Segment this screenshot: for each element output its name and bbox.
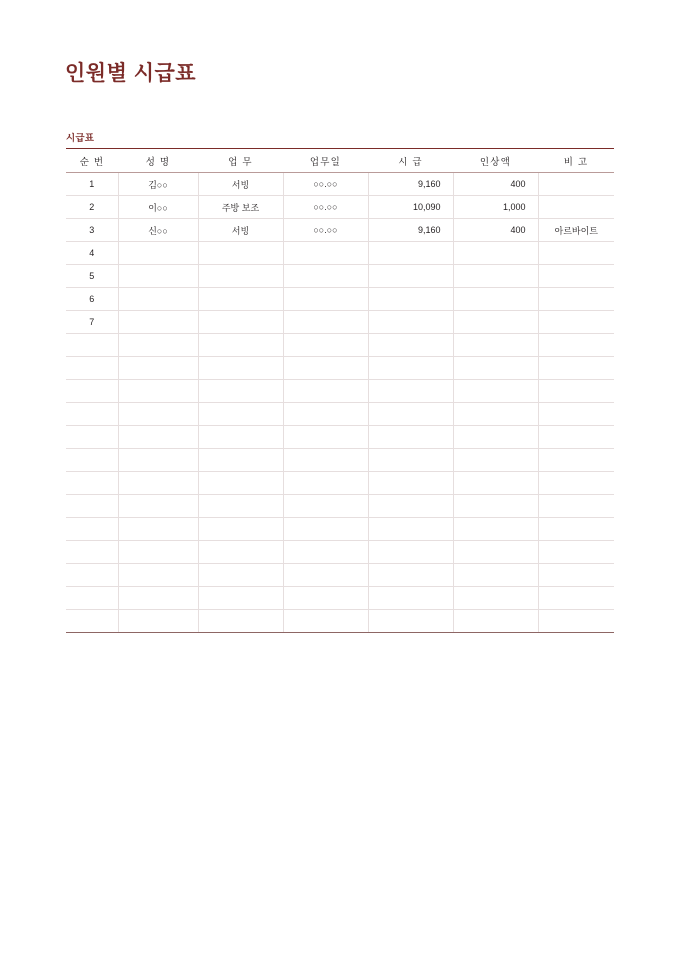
cell-name[interactable] [118,449,198,472]
column-header-note: 비 고 [538,149,614,173]
table-row[interactable] [66,196,614,219]
cell-no[interactable]: 3 [66,219,118,242]
cell-name[interactable] [118,403,198,426]
cell-task[interactable] [198,242,283,265]
table-body [66,173,614,633]
cell-workday[interactable]: ○○.○○ [283,219,368,242]
cell-wage[interactable] [368,541,453,564]
table-row[interactable] [66,219,614,242]
cell-no[interactable] [66,403,118,426]
cell-wage[interactable] [368,518,453,541]
column-header-workday: 업무일 [283,149,368,173]
cell-workday[interactable] [283,265,368,288]
cell-no[interactable] [66,334,118,357]
cell-workday[interactable] [283,334,368,357]
cell-wage[interactable] [368,357,453,380]
cell-note[interactable] [538,541,614,564]
cell-task[interactable] [198,426,283,449]
cell-increase[interactable] [453,587,538,610]
cell-wage[interactable] [368,564,453,587]
cell-workday[interactable] [283,242,368,265]
cell-task[interactable] [198,495,283,518]
cell-task[interactable] [198,403,283,426]
cell-note[interactable] [538,265,614,288]
cell-no[interactable] [66,587,118,610]
table-header [66,149,614,173]
wage-table [66,148,614,633]
column-header-increase: 인상액 [453,149,538,173]
cell-increase[interactable] [453,288,538,311]
cell-name[interactable] [118,242,198,265]
table-row[interactable] [66,541,614,564]
cell-note[interactable] [538,518,614,541]
cell-name[interactable]: 신○○ [118,219,198,242]
cell-note[interactable] [538,288,614,311]
cell-task[interactable] [198,518,283,541]
cell-no[interactable]: 5 [66,265,118,288]
cell-note[interactable] [538,564,614,587]
table-row[interactable] [66,311,614,334]
cell-note[interactable]: 아르바이트 [538,219,614,242]
cell-wage[interactable] [368,587,453,610]
cell-note[interactable] [538,426,614,449]
cell-name[interactable] [118,495,198,518]
cell-increase[interactable] [453,541,538,564]
cell-name[interactable] [118,426,198,449]
cell-workday[interactable] [283,587,368,610]
cell-wage[interactable] [368,449,453,472]
table-row[interactable] [66,403,614,426]
cell-increase[interactable] [453,242,538,265]
cell-name[interactable] [118,311,198,334]
cell-no[interactable]: 7 [66,311,118,334]
cell-increase[interactable] [453,403,538,426]
cell-name[interactable] [118,472,198,495]
cell-increase[interactable] [453,495,538,518]
table-header-row [66,149,614,173]
cell-increase[interactable] [453,518,538,541]
cell-name[interactable] [118,518,198,541]
cell-increase[interactable] [453,357,538,380]
table-row[interactable] [66,242,614,265]
cell-task[interactable]: 서빙 [198,219,283,242]
cell-task[interactable] [198,311,283,334]
cell-task[interactable] [198,541,283,564]
table-row[interactable] [66,610,614,633]
cell-note[interactable] [538,495,614,518]
cell-workday[interactable] [283,610,368,633]
cell-note[interactable] [538,334,614,357]
column-header-task: 업 무 [198,149,283,173]
table-row[interactable] [66,472,614,495]
cell-no[interactable] [66,518,118,541]
cell-note[interactable] [538,173,614,196]
cell-increase[interactable] [453,265,538,288]
cell-no[interactable]: 2 [66,196,118,219]
cell-name[interactable] [118,587,198,610]
table-row[interactable] [66,449,614,472]
cell-note[interactable] [538,449,614,472]
cell-workday[interactable] [283,426,368,449]
cell-wage[interactable] [368,380,453,403]
cell-increase[interactable] [453,564,538,587]
column-header-name: 성 명 [118,149,198,173]
cell-name[interactable] [118,610,198,633]
cell-task[interactable]: 서빙 [198,173,283,196]
cell-task[interactable] [198,610,283,633]
cell-increase[interactable] [453,472,538,495]
cell-increase[interactable] [453,449,538,472]
table-row[interactable] [66,265,614,288]
cell-task[interactable] [198,334,283,357]
cell-workday[interactable] [283,449,368,472]
cell-increase[interactable]: 1,000 [453,196,538,219]
cell-increase[interactable]: 400 [453,219,538,242]
cell-increase[interactable] [453,334,538,357]
cell-workday[interactable] [283,518,368,541]
cell-note[interactable] [538,380,614,403]
cell-note[interactable] [538,196,614,219]
table-row[interactable] [66,380,614,403]
cell-no[interactable]: 1 [66,173,118,196]
cell-wage[interactable] [368,288,453,311]
cell-note[interactable] [538,403,614,426]
table-row[interactable] [66,518,614,541]
cell-workday[interactable] [283,564,368,587]
cell-note[interactable] [538,242,614,265]
cell-task[interactable] [198,380,283,403]
cell-workday[interactable] [283,380,368,403]
cell-note[interactable] [538,472,614,495]
cell-note[interactable] [538,587,614,610]
cell-workday[interactable] [283,311,368,334]
cell-wage[interactable]: 10,090 [368,196,453,219]
cell-task[interactable] [198,587,283,610]
cell-task[interactable] [198,472,283,495]
cell-task[interactable] [198,288,283,311]
cell-wage[interactable] [368,403,453,426]
cell-wage[interactable]: 9,160 [368,219,453,242]
cell-no[interactable]: 6 [66,288,118,311]
cell-workday[interactable] [283,288,368,311]
cell-workday[interactable]: ○○.○○ [283,196,368,219]
cell-no[interactable] [66,564,118,587]
cell-name[interactable] [118,357,198,380]
cell-increase[interactable]: 400 [453,173,538,196]
cell-wage[interactable] [368,242,453,265]
cell-no[interactable] [66,426,118,449]
column-header-no: 순 번 [66,149,118,173]
column-header-wage: 시 급 [368,149,453,173]
cell-name[interactable] [118,541,198,564]
cell-wage[interactable] [368,495,453,518]
cell-wage[interactable] [368,426,453,449]
cell-workday[interactable] [283,541,368,564]
cell-note[interactable] [538,311,614,334]
table-row[interactable] [66,173,614,196]
cell-wage[interactable] [368,610,453,633]
cell-increase[interactable] [453,311,538,334]
table-row[interactable] [66,564,614,587]
table-row[interactable] [66,495,614,518]
cell-no[interactable]: 4 [66,242,118,265]
cell-task[interactable] [198,265,283,288]
cell-no[interactable] [66,472,118,495]
cell-task[interactable] [198,357,283,380]
cell-no[interactable] [66,380,118,403]
cell-workday[interactable] [283,403,368,426]
cell-wage[interactable]: 9,160 [368,173,453,196]
table-row[interactable] [66,357,614,380]
cell-wage[interactable] [368,334,453,357]
table-row[interactable] [66,334,614,357]
cell-wage[interactable] [368,472,453,495]
cell-no[interactable] [66,610,118,633]
cell-workday[interactable] [283,357,368,380]
cell-workday[interactable] [283,472,368,495]
cell-note[interactable] [538,610,614,633]
cell-no[interactable] [66,495,118,518]
cell-name[interactable] [118,380,198,403]
cell-increase[interactable] [453,426,538,449]
cell-note[interactable] [538,357,614,380]
cell-increase[interactable] [453,380,538,403]
cell-task[interactable] [198,564,283,587]
cell-name[interactable] [118,334,198,357]
cell-name[interactable]: 이○○ [118,196,198,219]
cell-name[interactable] [118,265,198,288]
cell-task[interactable] [198,449,283,472]
cell-no[interactable] [66,449,118,472]
cell-task[interactable]: 주방 보조 [198,196,283,219]
wage-table-container [66,148,614,633]
cell-wage[interactable] [368,265,453,288]
cell-no[interactable] [66,357,118,380]
table-row[interactable] [66,426,614,449]
cell-name[interactable] [118,288,198,311]
section-label: 시급표 [66,133,95,144]
cell-wage[interactable] [368,311,453,334]
page-title: 인원별 시급표 [65,62,197,85]
cell-workday[interactable]: ○○.○○ [283,173,368,196]
table-row[interactable] [66,587,614,610]
cell-workday[interactable] [283,495,368,518]
table-row[interactable] [66,288,614,311]
cell-increase[interactable] [453,610,538,633]
cell-no[interactable] [66,541,118,564]
cell-name[interactable]: 김○○ [118,173,198,196]
cell-name[interactable] [118,564,198,587]
